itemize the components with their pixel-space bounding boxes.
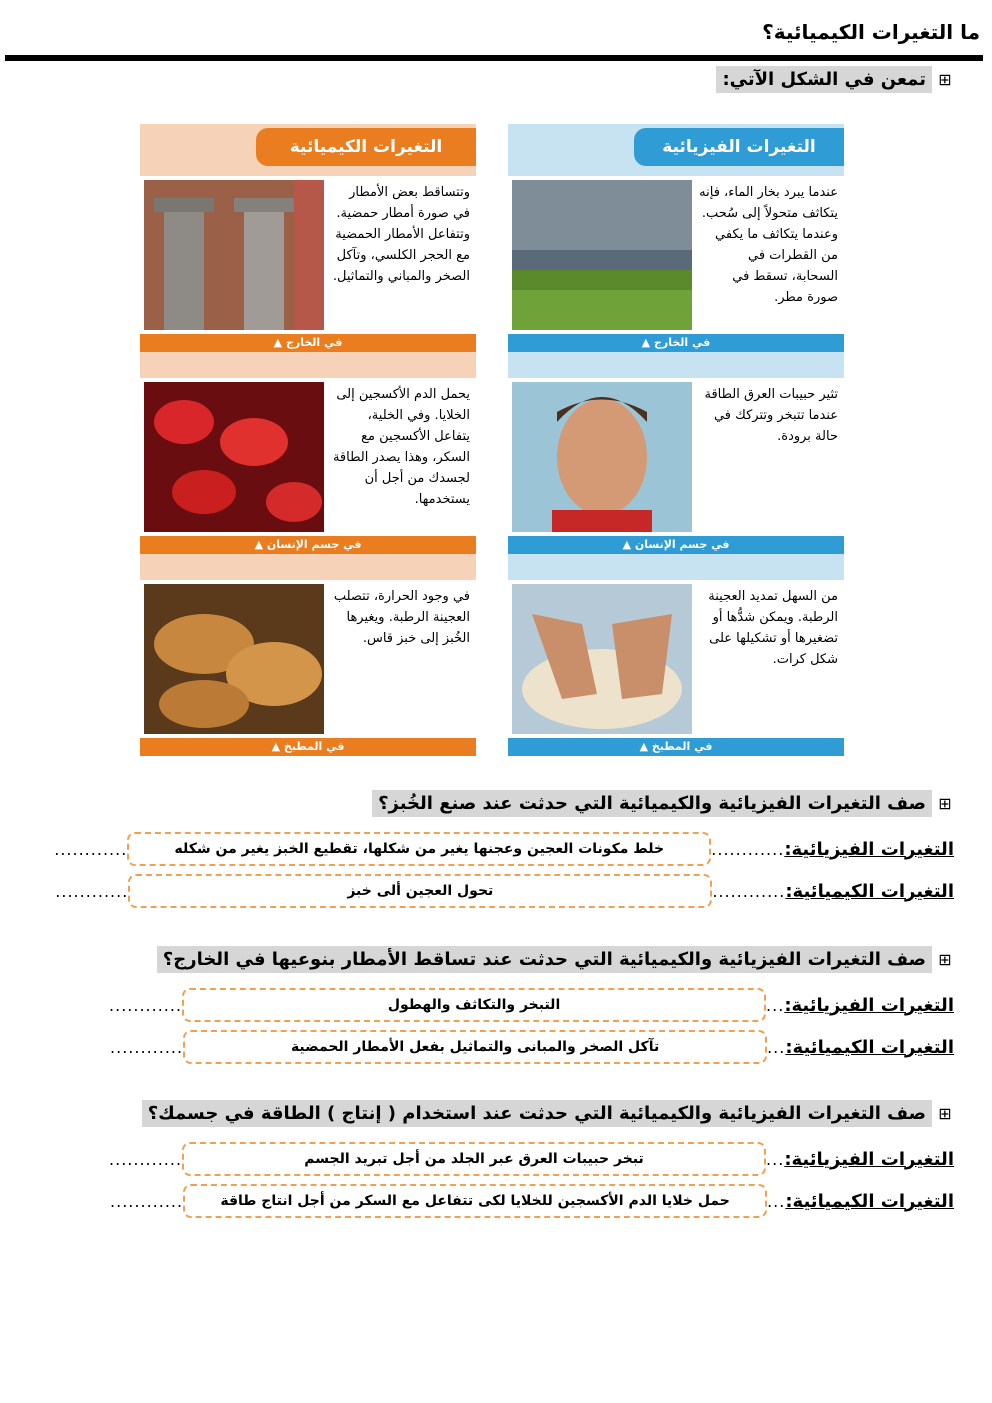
- chemical-answer[interactable]: حمل خلايا الدم الأكسجين للخلايا لكى تتفاعل مع السكر من أجل انتاج طاقة: [183, 1184, 767, 1218]
- dots: ............: [109, 995, 183, 1015]
- dots: ............: [711, 839, 785, 859]
- cell-text: يحمل الدم الأكسجين إلى الخلايا. وفي الخلية، يتفاعل الأكسجين مع السكر، وهذا يصدر الطاقة لجسدك من أجل أن يستخدمها.: [332, 387, 470, 507]
- cell-text: تثير حبيبات العرق الطاقة عندما تتبخر وتتركك في حالة برودة.: [704, 387, 838, 444]
- dots: ...: [767, 1191, 786, 1211]
- dots: ............: [54, 839, 128, 859]
- columns-image: [144, 180, 324, 330]
- physical-cell-kitchen: [508, 580, 844, 756]
- question-prompt: صف التغيرات الفيزيائية والكيميائية التي حدثت عند استخدام ( إنتاج ) الطاقة في جسمك؟: [142, 1100, 932, 1127]
- dots: ............: [110, 1191, 184, 1211]
- chemical-answer[interactable]: تآكل الصخر والمبانى والتماثيل بفعل الأمطار الحمضية: [183, 1030, 767, 1064]
- physical-changes-panel: [508, 124, 844, 756]
- physical-header: التغيرات الفيزيائية: [634, 128, 844, 166]
- q3-physical-row: [109, 1142, 954, 1176]
- question-1: [372, 790, 954, 817]
- physical-answer[interactable]: التبخر والتكاثف والهطول: [182, 988, 766, 1022]
- intro-line: [716, 66, 954, 93]
- cell-text: عندما يبرد بخار الماء، فإنه يتكاثف متحولاً إلى سُحب. وعندما يتكاثف ما يكفي من القطرات في السحابة، تسقط في صورة مطر.: [699, 185, 838, 305]
- chemical-header: التغيرات الكيميائية: [256, 128, 476, 166]
- physical-label: التغيرات الفيزيائية:: [784, 994, 954, 1016]
- physical-cell-body: [508, 378, 844, 554]
- page-title: ما التغيرات الكيميائية؟: [762, 20, 980, 44]
- physical-label: التغيرات الفيزيائية:: [784, 1148, 954, 1170]
- dots: ...: [766, 995, 785, 1015]
- chemical-cell-kitchen: [140, 580, 476, 756]
- bullet-icon: ⊞: [938, 1104, 952, 1123]
- question-3: [142, 1100, 954, 1127]
- bullet-icon: ⊞: [938, 950, 952, 969]
- physical-cell-outside: [508, 176, 844, 352]
- cell-caption: في المطبخ ▲: [140, 738, 476, 756]
- cell-caption: في جسم الإنسان ▲: [140, 536, 476, 554]
- physical-answer[interactable]: تبخر حبيبات العرق عبر الجلد من أجل تبريد الجسم: [182, 1142, 766, 1176]
- kneading-dough-image: [512, 584, 692, 734]
- dots: ............: [712, 881, 786, 901]
- question-prompt: صف التغيرات الفيزيائية والكيميائية التي حدثت عند صنع الخُبز؟: [372, 790, 932, 817]
- chemical-cell-outside: [140, 176, 476, 352]
- q1-physical-row: [54, 832, 954, 866]
- cell-caption: في المطبخ ▲: [508, 738, 844, 756]
- physical-label: التغيرات الفيزيائية:: [784, 838, 954, 860]
- bullet-icon: ⊞: [938, 70, 952, 89]
- dots: ...: [767, 1037, 786, 1057]
- blood-cells-image: [144, 382, 324, 532]
- title-rule: [5, 55, 983, 61]
- cell-text: من السهل تمديد العجينة الرطبة. ويمكن شدُّها أو تضغيرها أو تشكيلها على شكل كرات.: [708, 589, 838, 667]
- chemical-cell-body: [140, 378, 476, 554]
- cell-caption: في جسم الإنسان ▲: [508, 536, 844, 554]
- cell-text: وتتساقط بعض الأمطار في صورة أمطار حمضية. وتتفاعل الأمطار الحمضية مع الحجر الكلسي، وتآكل الصخر والمباني والتماثيل.: [332, 185, 470, 284]
- chemical-label: التغيرات الكيميائية:: [785, 880, 954, 902]
- cell-caption: في الخارج ▲: [508, 334, 844, 352]
- q3-chemical-row: [110, 1184, 954, 1218]
- clouds-landscape-image: [512, 180, 692, 330]
- chemical-label: التغيرات الكيميائية:: [785, 1036, 954, 1058]
- chemical-label: التغيرات الكيميائية:: [785, 1190, 954, 1212]
- physical-answer[interactable]: خلط مكونات العجين وعجنها يغير من شكلها، تقطيع الخبز يغير من شكله: [127, 832, 711, 866]
- q2-chemical-row: [110, 1030, 954, 1064]
- cell-caption: في الخارج ▲: [140, 334, 476, 352]
- dots: ............: [109, 1149, 183, 1169]
- q2-physical-row: [109, 988, 954, 1022]
- sweating-man-image: [512, 382, 692, 532]
- dots: ............: [110, 1037, 184, 1057]
- question-prompt: صف التغيرات الفيزيائية والكيميائية التي حدثت عند تساقط الأمطار بنوعيها في الخارج؟: [157, 946, 932, 973]
- bullet-icon: ⊞: [938, 794, 952, 813]
- dots: ...: [766, 1149, 785, 1169]
- q1-chemical-row: [55, 874, 954, 908]
- intro-text: تمعن في الشكل الآتي:: [716, 66, 932, 93]
- chemical-changes-panel: [140, 124, 476, 756]
- cell-text: في وجود الحرارة، تتصلب العجينة الرطبة. ويغيرها الخُبز إلى خبز قاس.: [333, 589, 470, 646]
- chemical-answer[interactable]: تحول العجين ألى خبز: [128, 874, 712, 908]
- bread-image: [144, 584, 324, 734]
- dots: ............: [55, 881, 129, 901]
- question-2: [157, 946, 954, 973]
